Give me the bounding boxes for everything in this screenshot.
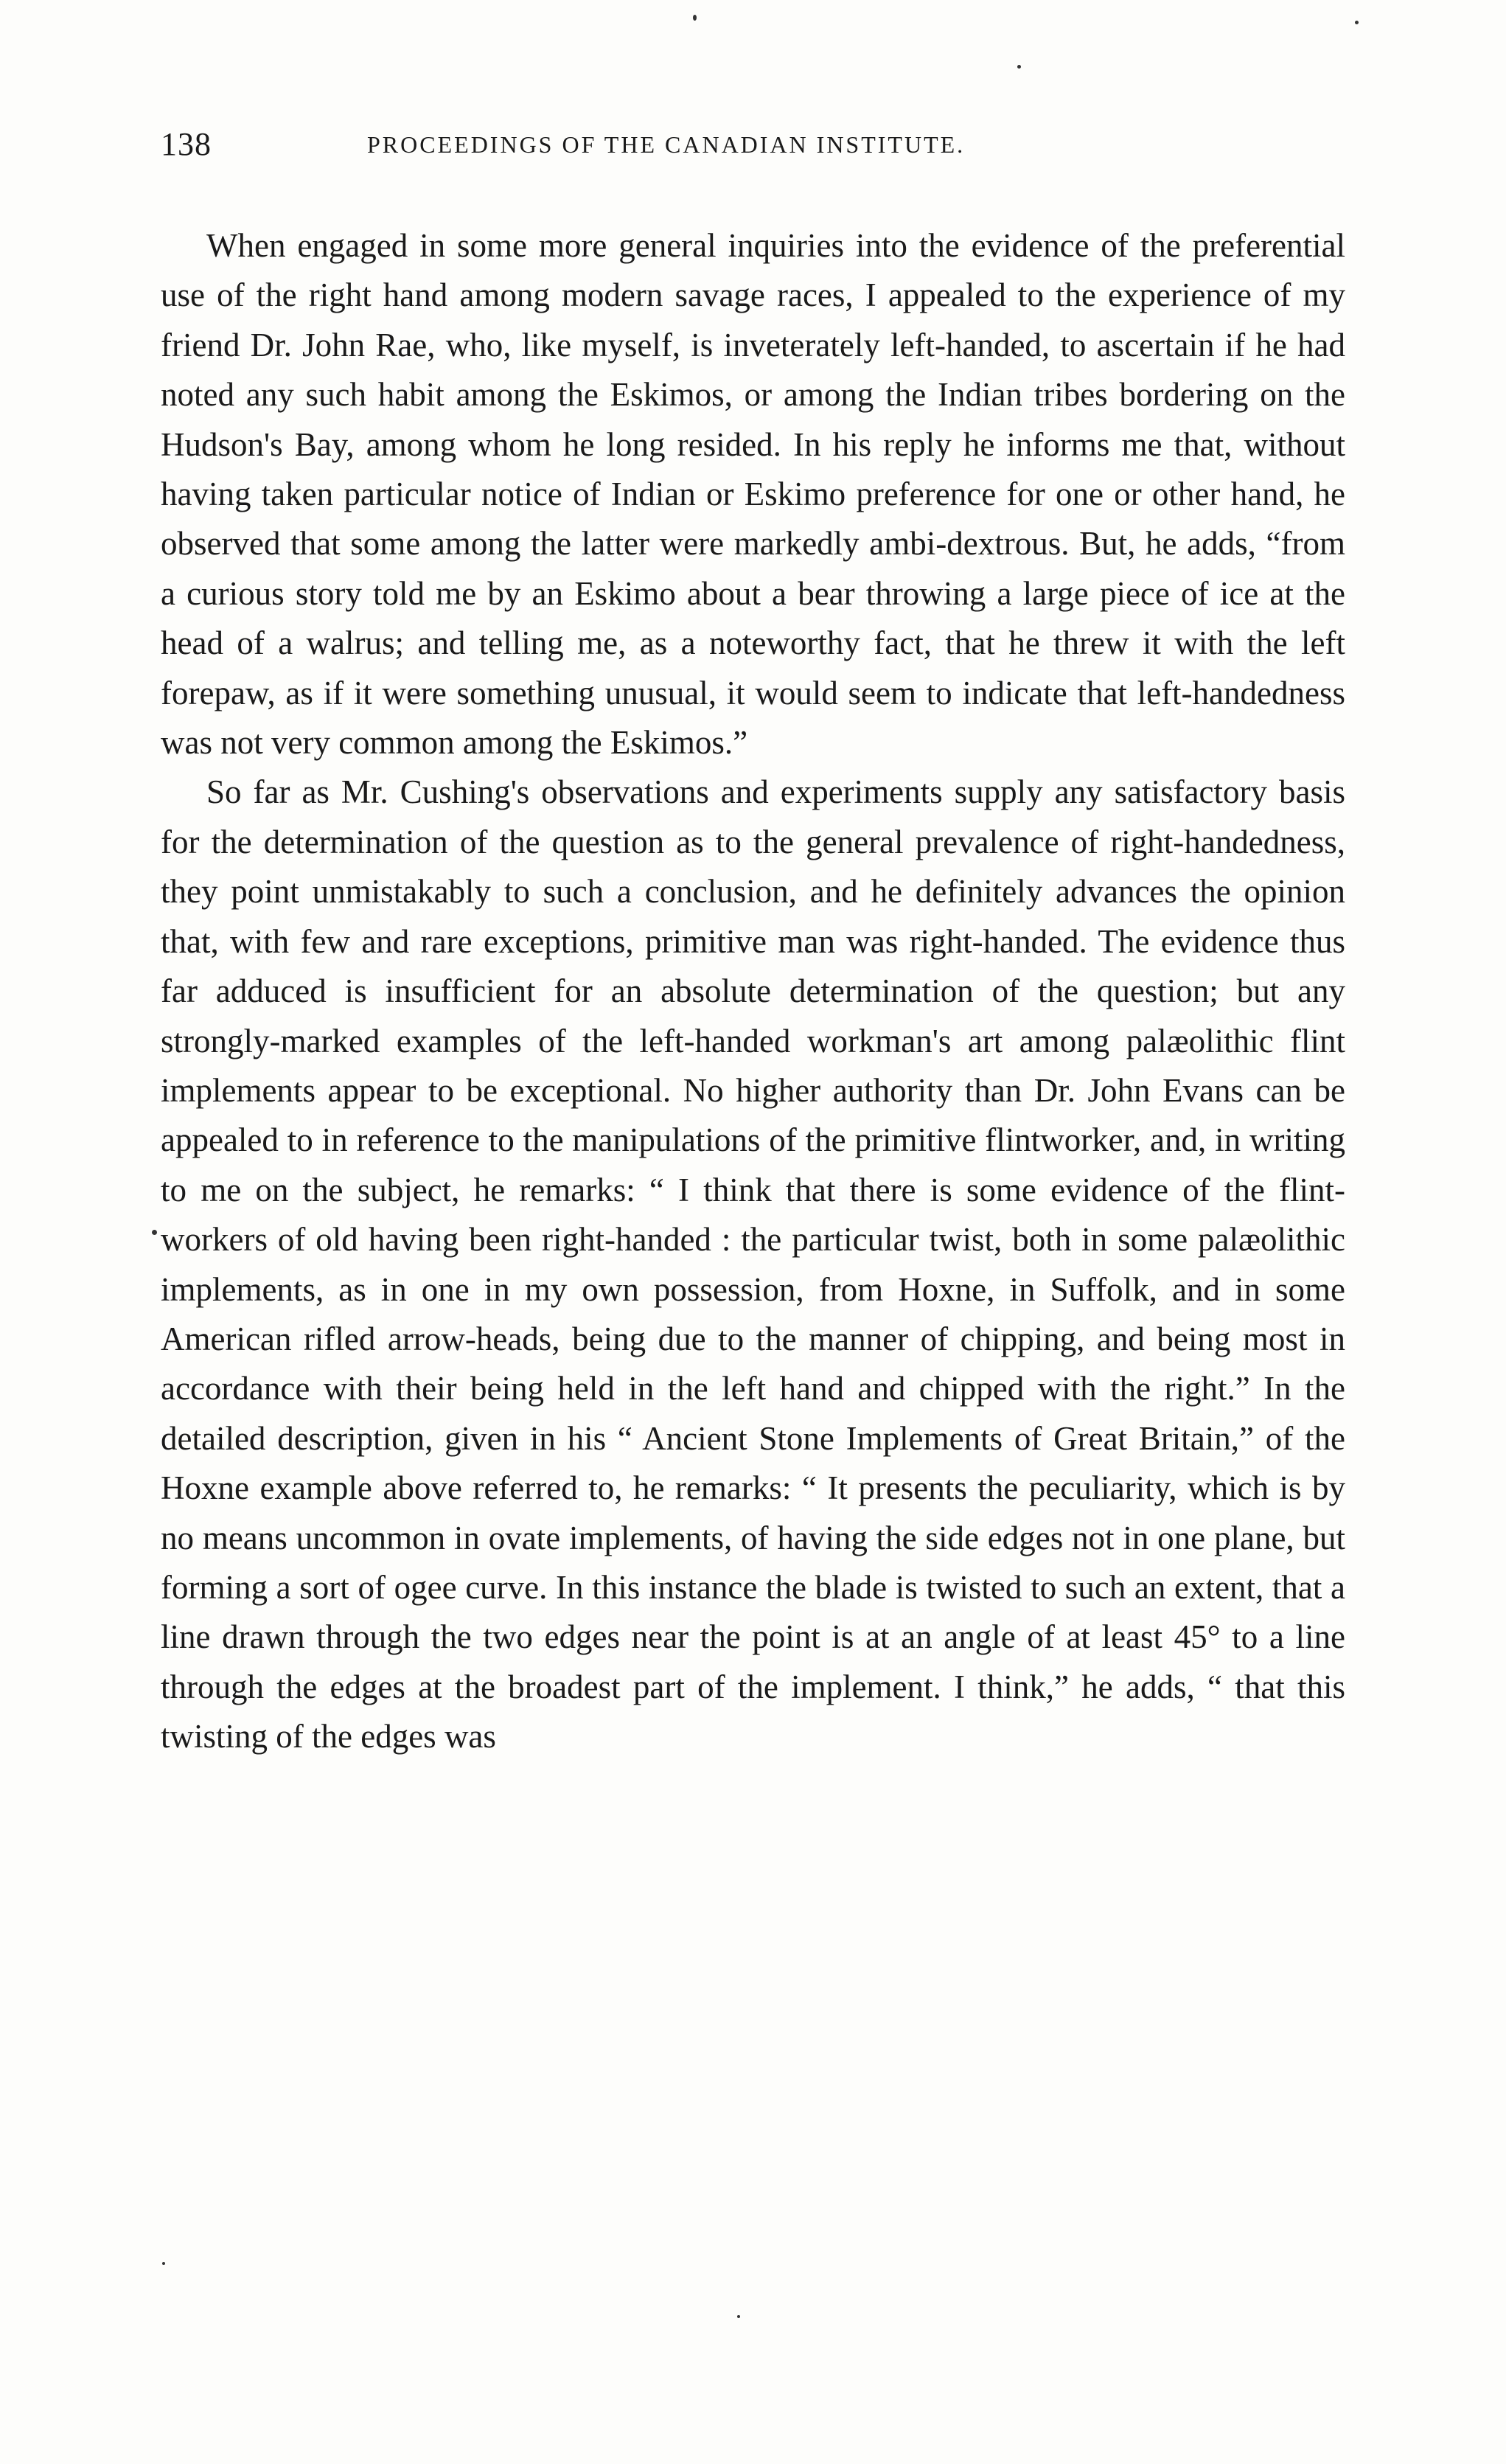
page-number: 138 (161, 126, 212, 162)
body-text (161, 221, 1345, 1762)
scan-speck (1355, 21, 1359, 24)
scan-speck (693, 15, 697, 21)
scan-speck (737, 2315, 740, 2318)
paragraph-rae-letter: When engaged in some more general inquiries into the evidence of the preferential use of the right hand among modern savage races, I appealed to the experience of my friend Dr. John Rae, who, like myself, is inveterately left-handed, to ascertain if he had noted any such habit among the Eskimos, or among the Indian tribes bordering on the Hudson's Bay, among whom he long resided. In his reply he informs me that, without having taken particular notice of Indian or Eskimo preference for one or other hand, he observed that some among the latter were markedly ambi-dextrous. But, he adds, “from a curious story told me by an Eskimo about a bear throwing a large piece of ice at the head of a walrus; and telling me, as a noteworthy fact, that he threw it with the left forepaw, as if it were something unusual, it would seem to indicate that left-handedness was not very common among the Eskimos.” (161, 227, 1345, 762)
paragraph-cushing-evans: So far as Mr. Cushing's observations and experiments supply any satisfactory basis for the determination of the question as to the general prevalence of right-handedness, they point unmistakably to such a conclusion, and he definitely advances the opinion that, with few and rare exceptions, primitive man was right-handed. The evidence thus far adduced is insufficient for an absolute determination of the question; but any strongly-marked examples of the left-handed workman's art among palæolithic flint implements appear to be exceptional. No higher authority than Dr. John Evans can be appealed to in reference to the manipulations of the primitive flintworker, and, in writing to me on the subject, he remarks: “ I think that there is some evidence of the flint-workers of old having been right-handed : the particular twist, both in some palæolithic implements, as in one in my own possession, from Hoxne, in Suffolk, and in some American rifled arrow-heads, being due to the manner of chipping, and being most in accordance with their being held in the left hand and chipped with the right.” In the detailed description, given in his “ Ancient Stone Implements of Great Britain,” of the Hoxne example above referred to, he remarks: “ It presents the peculiarity, which is by no means uncommon in ovate implements, of having the side edges not in one plane, but forming a sort of ogee curve. In this instance the blade is twisted to such an extent, that a line drawn through the two edges near the point is at an angle of at least 45° to a line through the edges at the broadest part of the implement. I think,” he adds, “ that this twisting of the edges was (161, 773, 1345, 1755)
scan-speck (152, 1230, 157, 1235)
scan-speck (1017, 65, 1021, 69)
running-head: PROCEEDINGS OF THE CANADIAN INSTITUTE. (367, 131, 966, 158)
scan-speck (162, 2262, 165, 2265)
page-header (161, 125, 1355, 170)
